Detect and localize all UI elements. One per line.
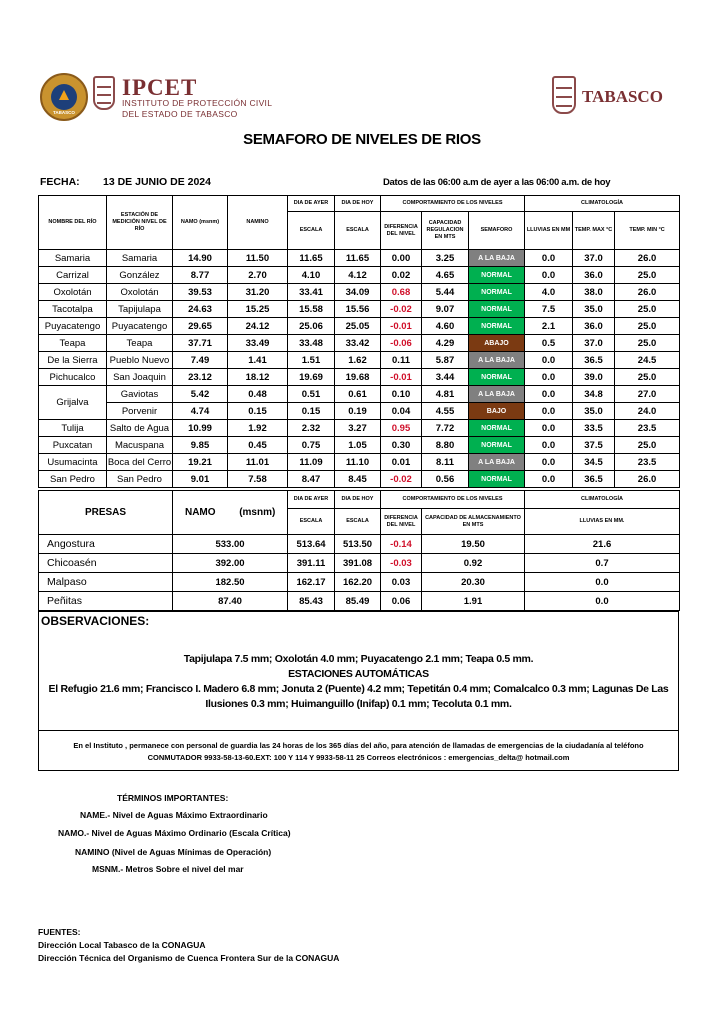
- namino-value: 24.12: [228, 318, 288, 335]
- river-row: [39, 454, 680, 471]
- escala-ayer-value: 15.58: [288, 301, 335, 318]
- river-name: Puxcatan: [39, 437, 107, 454]
- presa-escala-ayer-value: 162.17: [288, 573, 335, 592]
- station-name: Pueblo Nuevo: [107, 352, 173, 369]
- tmin-value: 25.0: [615, 301, 680, 318]
- diferencia-value: 0.11: [381, 352, 422, 369]
- org-full-name: INSTITUTO DE PROTECCIÓN CIVIL DEL ESTADO DE TABASCO: [122, 98, 273, 119]
- presa-lluvia-value: 0.0: [525, 573, 680, 592]
- semaforo-badge: NORMAL: [469, 301, 525, 318]
- tmin-value: 26.0: [615, 284, 680, 301]
- col-dia-hoy: DIA DE HOY: [335, 196, 381, 212]
- presas-col-escala-ayer: ESCALA: [288, 509, 335, 535]
- presa-escala-ayer-value: 513.64: [288, 535, 335, 554]
- tmin-value: 25.0: [615, 369, 680, 386]
- capacidad-value: 4.65: [422, 267, 469, 284]
- presa-row: [39, 535, 680, 554]
- presa-namo-value: 533.00: [173, 535, 288, 554]
- semaforo-badge: NORMAL: [469, 318, 525, 335]
- semaforo-badge: A LA BAJA: [469, 454, 525, 471]
- tmax-value: 36.5: [573, 352, 615, 369]
- diferencia-value: -0.01: [381, 369, 422, 386]
- tmin-value: 24.5: [615, 352, 680, 369]
- instituto-line2: CONMUTADOR 9933-58-13-60.EXT: 100 Y 114 Y 9933-58-11 25 Correos electrónicos : emergencias_delta@ hotmail.com: [147, 753, 570, 762]
- col-escala-hoy: ESCALA: [335, 212, 381, 250]
- river-row: [39, 284, 680, 301]
- river-name: Usumacinta: [39, 454, 107, 471]
- escala-ayer-value: 0.15: [288, 403, 335, 420]
- tmin-value: 26.0: [615, 471, 680, 488]
- presas-label: PRESAS: [39, 491, 173, 535]
- lluvia-value: 0.0: [525, 369, 573, 386]
- river-name: Teapa: [39, 335, 107, 352]
- station-name: Salto de Agua: [107, 420, 173, 437]
- observaciones-line3: El Refugio 21.6 mm; Francisco I. Madero 6.8 mm; Jonuta 2 (Puente) 4.2 mm; Tepetitán 0.4 mm; Comalcalco 0.3 mm; Lagunas De Las: [48, 683, 669, 695]
- tmax-value: 36.0: [573, 267, 615, 284]
- river-row: [39, 352, 680, 369]
- river-name: Oxolotán: [39, 284, 107, 301]
- escala-hoy-value: 25.05: [335, 318, 381, 335]
- tmin-value: 26.0: [615, 250, 680, 267]
- capacidad-value: 8.80: [422, 437, 469, 454]
- tmax-value: 35.0: [573, 403, 615, 420]
- rivers-table: [38, 195, 680, 488]
- capacidad-value: 8.11: [422, 454, 469, 471]
- river-name: Puyacatengo: [39, 318, 107, 335]
- observaciones-line2: ESTACIONES AUTOMÁTICAS: [288, 668, 429, 680]
- namo-value: 5.42: [173, 386, 228, 403]
- presas-msnm-label: (msnm): [228, 491, 288, 535]
- lluvia-value: 0.0: [525, 352, 573, 369]
- presa-name: Chicoasén: [39, 554, 173, 573]
- semaforo-badge: NORMAL: [469, 267, 525, 284]
- presa-escala-hoy-value: 513.50: [335, 535, 381, 554]
- escala-ayer-value: 33.48: [288, 335, 335, 352]
- river-name: Grijalva: [39, 386, 107, 420]
- escala-ayer-value: 11.09: [288, 454, 335, 471]
- tmax-value: 33.5: [573, 420, 615, 437]
- presa-diferencia-value: -0.03: [381, 554, 422, 573]
- river-name: Samaria: [39, 250, 107, 267]
- tmax-value: 37.5: [573, 437, 615, 454]
- semaforo-badge: NORMAL: [469, 471, 525, 488]
- river-name: De la Sierra: [39, 352, 107, 369]
- semaforo-badge: A LA BAJA: [469, 386, 525, 403]
- namino-value: 18.12: [228, 369, 288, 386]
- fecha-value: 13 DE JUNIO DE 2024: [103, 176, 211, 188]
- presa-lluvia-value: 0.0: [525, 592, 680, 611]
- station-name: González: [107, 267, 173, 284]
- diferencia-value: -0.02: [381, 471, 422, 488]
- col-tmin: TEMP. MIN °C: [615, 212, 680, 250]
- presa-name: Peñitas: [39, 592, 173, 611]
- instituto-line1: En el Instituto , permanece con personal de guardia las 24 horas de los 365 días del año, para atención de llamadas de emergencias de la ciudadanía al teléfono: [73, 741, 644, 750]
- escala-ayer-value: 2.32: [288, 420, 335, 437]
- tmin-value: 27.0: [615, 386, 680, 403]
- diferencia-value: 0.95: [381, 420, 422, 437]
- namo-value: 24.63: [173, 301, 228, 318]
- col-estacion: ESTACIÓN DE MEDICIÓN NIVEL DE RÍO: [107, 196, 173, 250]
- namino-value: 0.48: [228, 386, 288, 403]
- presa-lluvia-value: 0.7: [525, 554, 680, 573]
- capacidad-value: 4.29: [422, 335, 469, 352]
- namo-value: 8.77: [173, 267, 228, 284]
- presa-capacidad-value: 1.91: [422, 592, 525, 611]
- ipcet-shield-icon: [93, 76, 115, 110]
- termino-namino: NAMINO (Nivel de Aguas Mínimas de Operación): [75, 847, 272, 857]
- presa-escala-ayer-value: 85.43: [288, 592, 335, 611]
- col-diferencia: DIFERENCIA DEL NIVEL: [381, 212, 422, 250]
- river-row: [39, 301, 680, 318]
- capacidad-value: 4.55: [422, 403, 469, 420]
- col-semaforo: SEMAFORO: [469, 212, 525, 250]
- tmax-value: 36.5: [573, 471, 615, 488]
- escala-hoy-value: 1.62: [335, 352, 381, 369]
- namo-value: 37.71: [173, 335, 228, 352]
- semaforo-badge: ABAJO: [469, 335, 525, 352]
- presas-col-diferencia: DIFERENCIA DEL NIVEL: [381, 509, 422, 535]
- col-tmax: TEMP. MAX °C: [573, 212, 615, 250]
- namo-value: 7.49: [173, 352, 228, 369]
- termino-msnm: MSNM.- Metros Sobre el nivel del mar: [92, 864, 244, 874]
- station-name: Puyacatengo: [107, 318, 173, 335]
- tmax-value: 39.0: [573, 369, 615, 386]
- observaciones-title: OBSERVACIONES:: [41, 614, 150, 628]
- fuentes-line1: Dirección Local Tabasco de la CONAGUA: [38, 940, 206, 950]
- presas-col-escala-hoy: ESCALA: [335, 509, 381, 535]
- tmax-value: 36.0: [573, 318, 615, 335]
- river-row: [39, 386, 680, 403]
- namo-value: 23.12: [173, 369, 228, 386]
- presa-lluvia-value: 21.6: [525, 535, 680, 554]
- presa-row: [39, 573, 680, 592]
- lluvia-value: 0.5: [525, 335, 573, 352]
- fuentes-line2: Dirección Técnica del Organismo de Cuenca Frontera Sur de la CONAGUA: [38, 953, 340, 963]
- tmin-value: 25.0: [615, 267, 680, 284]
- fecha-label: FECHA:: [40, 176, 80, 188]
- diferencia-value: 0.10: [381, 386, 422, 403]
- lluvia-value: 0.0: [525, 403, 573, 420]
- diferencia-value: 0.02: [381, 267, 422, 284]
- col-rio: NOMBRE DEL RÍO: [39, 196, 107, 250]
- semaforo-badge: A LA BAJA: [469, 352, 525, 369]
- observaciones-line4: Ilusiones 0.3 mm; Huimanguillo (Inifap) 0.1 mm; Tecoluta 0.1 mm.: [205, 698, 512, 710]
- namo-value: 10.99: [173, 420, 228, 437]
- escala-hoy-value: 8.45: [335, 471, 381, 488]
- semaforo-badge: BAJO: [469, 403, 525, 420]
- presa-namo-value: 182.50: [173, 573, 288, 592]
- escala-ayer-value: 4.10: [288, 267, 335, 284]
- tmin-value: 25.0: [615, 437, 680, 454]
- station-name: Oxolotán: [107, 284, 173, 301]
- escala-hoy-value: 33.42: [335, 335, 381, 352]
- col-namino: NAMINO: [228, 196, 288, 250]
- tmax-value: 38.0: [573, 284, 615, 301]
- tmax-value: 34.8: [573, 386, 615, 403]
- semaforo-badge: NORMAL: [469, 437, 525, 454]
- presas-col-dia-ayer: DIA DE AYER: [288, 491, 335, 509]
- escala-ayer-value: 0.51: [288, 386, 335, 403]
- termino-name: NAME.- Nivel de Aguas Máximo Extraordinario: [80, 810, 268, 820]
- capacidad-value: 5.87: [422, 352, 469, 369]
- escala-hoy-value: 1.05: [335, 437, 381, 454]
- river-row: [39, 403, 680, 420]
- namo-value: 39.53: [173, 284, 228, 301]
- namino-value: 11.01: [228, 454, 288, 471]
- namino-value: 0.45: [228, 437, 288, 454]
- presa-capacidad-value: 0.92: [422, 554, 525, 573]
- namino-value: 2.70: [228, 267, 288, 284]
- presas-col-comportamiento: COMPORTAMIENTO DE LOS NIVELES: [381, 491, 525, 509]
- namo-value: 19.21: [173, 454, 228, 471]
- lluvia-value: 7.5: [525, 301, 573, 318]
- namo-value: 9.85: [173, 437, 228, 454]
- tmin-value: 23.5: [615, 454, 680, 471]
- capacidad-value: 0.56: [422, 471, 469, 488]
- lluvia-value: 0.0: [525, 454, 573, 471]
- station-name: Tapijulapa: [107, 301, 173, 318]
- river-name: Carrizal: [39, 267, 107, 284]
- presa-escala-ayer-value: 391.11: [288, 554, 335, 573]
- tmin-value: 25.0: [615, 318, 680, 335]
- tmax-value: 37.0: [573, 250, 615, 267]
- river-row: [39, 437, 680, 454]
- namino-value: 15.25: [228, 301, 288, 318]
- presa-escala-hoy-value: 162.20: [335, 573, 381, 592]
- river-row: [39, 250, 680, 267]
- presa-namo-value: 87.40: [173, 592, 288, 611]
- col-capacidad: CAPACIDAD REGULACION EN MTS: [422, 212, 469, 250]
- presa-name: Malpaso: [39, 573, 173, 592]
- presas-col-capacidad: CAPACIDAD DE ALMACENAMIENTO EN MTS: [422, 509, 525, 535]
- semaforo-badge: NORMAL: [469, 369, 525, 386]
- tmax-value: 34.5: [573, 454, 615, 471]
- river-name: San Pedro: [39, 471, 107, 488]
- semaforo-badge: NORMAL: [469, 284, 525, 301]
- escala-ayer-value: 33.41: [288, 284, 335, 301]
- lluvia-value: 4.0: [525, 284, 573, 301]
- escala-ayer-value: 25.06: [288, 318, 335, 335]
- logo-caption: TABASCO: [53, 110, 75, 115]
- namo-value: 9.01: [173, 471, 228, 488]
- escala-ayer-value: 11.65: [288, 250, 335, 267]
- tmin-value: 25.0: [615, 335, 680, 352]
- namo-value: 29.65: [173, 318, 228, 335]
- presa-diferencia-value: 0.06: [381, 592, 422, 611]
- presas-col-climatologia: CLIMATOLOGÍA: [525, 491, 680, 509]
- station-name: San Pedro: [107, 471, 173, 488]
- escala-hoy-value: 0.61: [335, 386, 381, 403]
- observaciones-divider: [38, 730, 679, 731]
- datos-note: Datos de las 06:00 a.m de ayer a las 06:00 a.m. de hoy: [383, 177, 611, 188]
- lluvia-value: 0.0: [525, 471, 573, 488]
- escala-hoy-value: 3.27: [335, 420, 381, 437]
- presas-namo-label: NAMO: [173, 491, 228, 535]
- lluvia-value: 0.0: [525, 420, 573, 437]
- escala-hoy-value: 19.68: [335, 369, 381, 386]
- diferencia-value: 0.04: [381, 403, 422, 420]
- capacidad-value: 7.72: [422, 420, 469, 437]
- river-row: [39, 267, 680, 284]
- tabasco-shield-icon: [552, 76, 576, 114]
- river-name: Tulija: [39, 420, 107, 437]
- tmin-value: 23.5: [615, 420, 680, 437]
- presa-capacidad-value: 19.50: [422, 535, 525, 554]
- presa-diferencia-value: -0.14: [381, 535, 422, 554]
- station-name: Gaviotas: [107, 386, 173, 403]
- tmax-value: 35.0: [573, 301, 615, 318]
- fuentes-title: FUENTES:: [38, 927, 81, 937]
- presas-col-dia-hoy: DIA DE HOY: [335, 491, 381, 509]
- org-short-name: IPCET: [122, 75, 198, 100]
- namino-value: 33.49: [228, 335, 288, 352]
- escala-hoy-value: 11.10: [335, 454, 381, 471]
- terminos-title: TÉRMINOS IMPORTANTES:: [117, 793, 229, 803]
- presas-col-lluvias: LLUVIAS EN MM.: [525, 509, 680, 535]
- capacidad-value: 4.60: [422, 318, 469, 335]
- diferencia-value: 0.00: [381, 250, 422, 267]
- namo-value: 14.90: [173, 250, 228, 267]
- presa-row: [39, 592, 680, 611]
- escala-ayer-value: 0.75: [288, 437, 335, 454]
- tmax-value: 37.0: [573, 335, 615, 352]
- presa-namo-value: 392.00: [173, 554, 288, 573]
- river-row: [39, 318, 680, 335]
- presa-row: [39, 554, 680, 573]
- station-name: San Joaquin: [107, 369, 173, 386]
- col-comportamiento: COMPORTAMIENTO DE LOS NIVELES: [381, 196, 525, 212]
- river-name: Tacotalpa: [39, 301, 107, 318]
- capacidad-value: 9.07: [422, 301, 469, 318]
- station-name: Macuspana: [107, 437, 173, 454]
- capacidad-value: 4.81: [422, 386, 469, 403]
- termino-namo: NAMO.- Nivel de Aguas Máximo Ordinario (Escala Crítica): [58, 828, 291, 838]
- diferencia-value: -0.01: [381, 318, 422, 335]
- escala-hoy-value: 15.56: [335, 301, 381, 318]
- page-title: SEMAFORO DE NIVELES DE RIOS: [243, 131, 481, 148]
- capacidad-value: 3.44: [422, 369, 469, 386]
- col-climatologia: CLIMATOLOGÍA: [525, 196, 680, 212]
- lluvia-value: 0.0: [525, 267, 573, 284]
- col-lluvias: LLUVIAS EN MM: [525, 212, 573, 250]
- diferencia-value: 0.01: [381, 454, 422, 471]
- escala-ayer-value: 19.69: [288, 369, 335, 386]
- capacidad-value: 5.44: [422, 284, 469, 301]
- river-row: [39, 471, 680, 488]
- river-row: [39, 420, 680, 437]
- col-escala-ayer: ESCALA: [288, 212, 335, 250]
- semaforo-badge: NORMAL: [469, 420, 525, 437]
- state-name: TABASCO: [582, 87, 663, 106]
- diferencia-value: 0.30: [381, 437, 422, 454]
- escala-hoy-value: 4.12: [335, 267, 381, 284]
- river-row: [39, 335, 680, 352]
- lluvia-value: 0.0: [525, 386, 573, 403]
- capacidad-value: 3.25: [422, 250, 469, 267]
- diferencia-value: 0.68: [381, 284, 422, 301]
- presas-table: [38, 490, 680, 611]
- namino-value: 1.92: [228, 420, 288, 437]
- presa-capacidad-value: 20.30: [422, 573, 525, 592]
- river-row: [39, 369, 680, 386]
- presa-name: Angostura: [39, 535, 173, 554]
- namino-value: 7.58: [228, 471, 288, 488]
- lluvia-value: 2.1: [525, 318, 573, 335]
- presa-escala-hoy-value: 391.08: [335, 554, 381, 573]
- escala-hoy-value: 34.09: [335, 284, 381, 301]
- namino-value: 1.41: [228, 352, 288, 369]
- namo-value: 4.74: [173, 403, 228, 420]
- escala-hoy-value: 0.19: [335, 403, 381, 420]
- station-name: Boca del Cerro: [107, 454, 173, 471]
- escala-ayer-value: 8.47: [288, 471, 335, 488]
- river-name: Pichucalco: [39, 369, 107, 386]
- station-name: Samaria: [107, 250, 173, 267]
- col-dia-ayer: DIA DE AYER: [288, 196, 335, 212]
- namino-value: 0.15: [228, 403, 288, 420]
- presa-escala-hoy-value: 85.49: [335, 592, 381, 611]
- namino-value: 31.20: [228, 284, 288, 301]
- station-name: Porvenir: [107, 403, 173, 420]
- namino-value: 11.50: [228, 250, 288, 267]
- presa-diferencia-value: 0.03: [381, 573, 422, 592]
- observaciones-line1: Tapijulapa 7.5 mm; Oxolotán 4.0 mm; Puyacatengo 2.1 mm; Teapa 0.5 mm.: [183, 653, 534, 665]
- lluvia-value: 0.0: [525, 250, 573, 267]
- col-namo: NAMO (msnm): [173, 196, 228, 250]
- tmin-value: 24.0: [615, 403, 680, 420]
- escala-hoy-value: 11.65: [335, 250, 381, 267]
- diferencia-value: -0.02: [381, 301, 422, 318]
- diferencia-value: -0.06: [381, 335, 422, 352]
- semaforo-badge: A LA BAJA: [469, 250, 525, 267]
- station-name: Teapa: [107, 335, 173, 352]
- lluvia-value: 0.0: [525, 437, 573, 454]
- escala-ayer-value: 1.51: [288, 352, 335, 369]
